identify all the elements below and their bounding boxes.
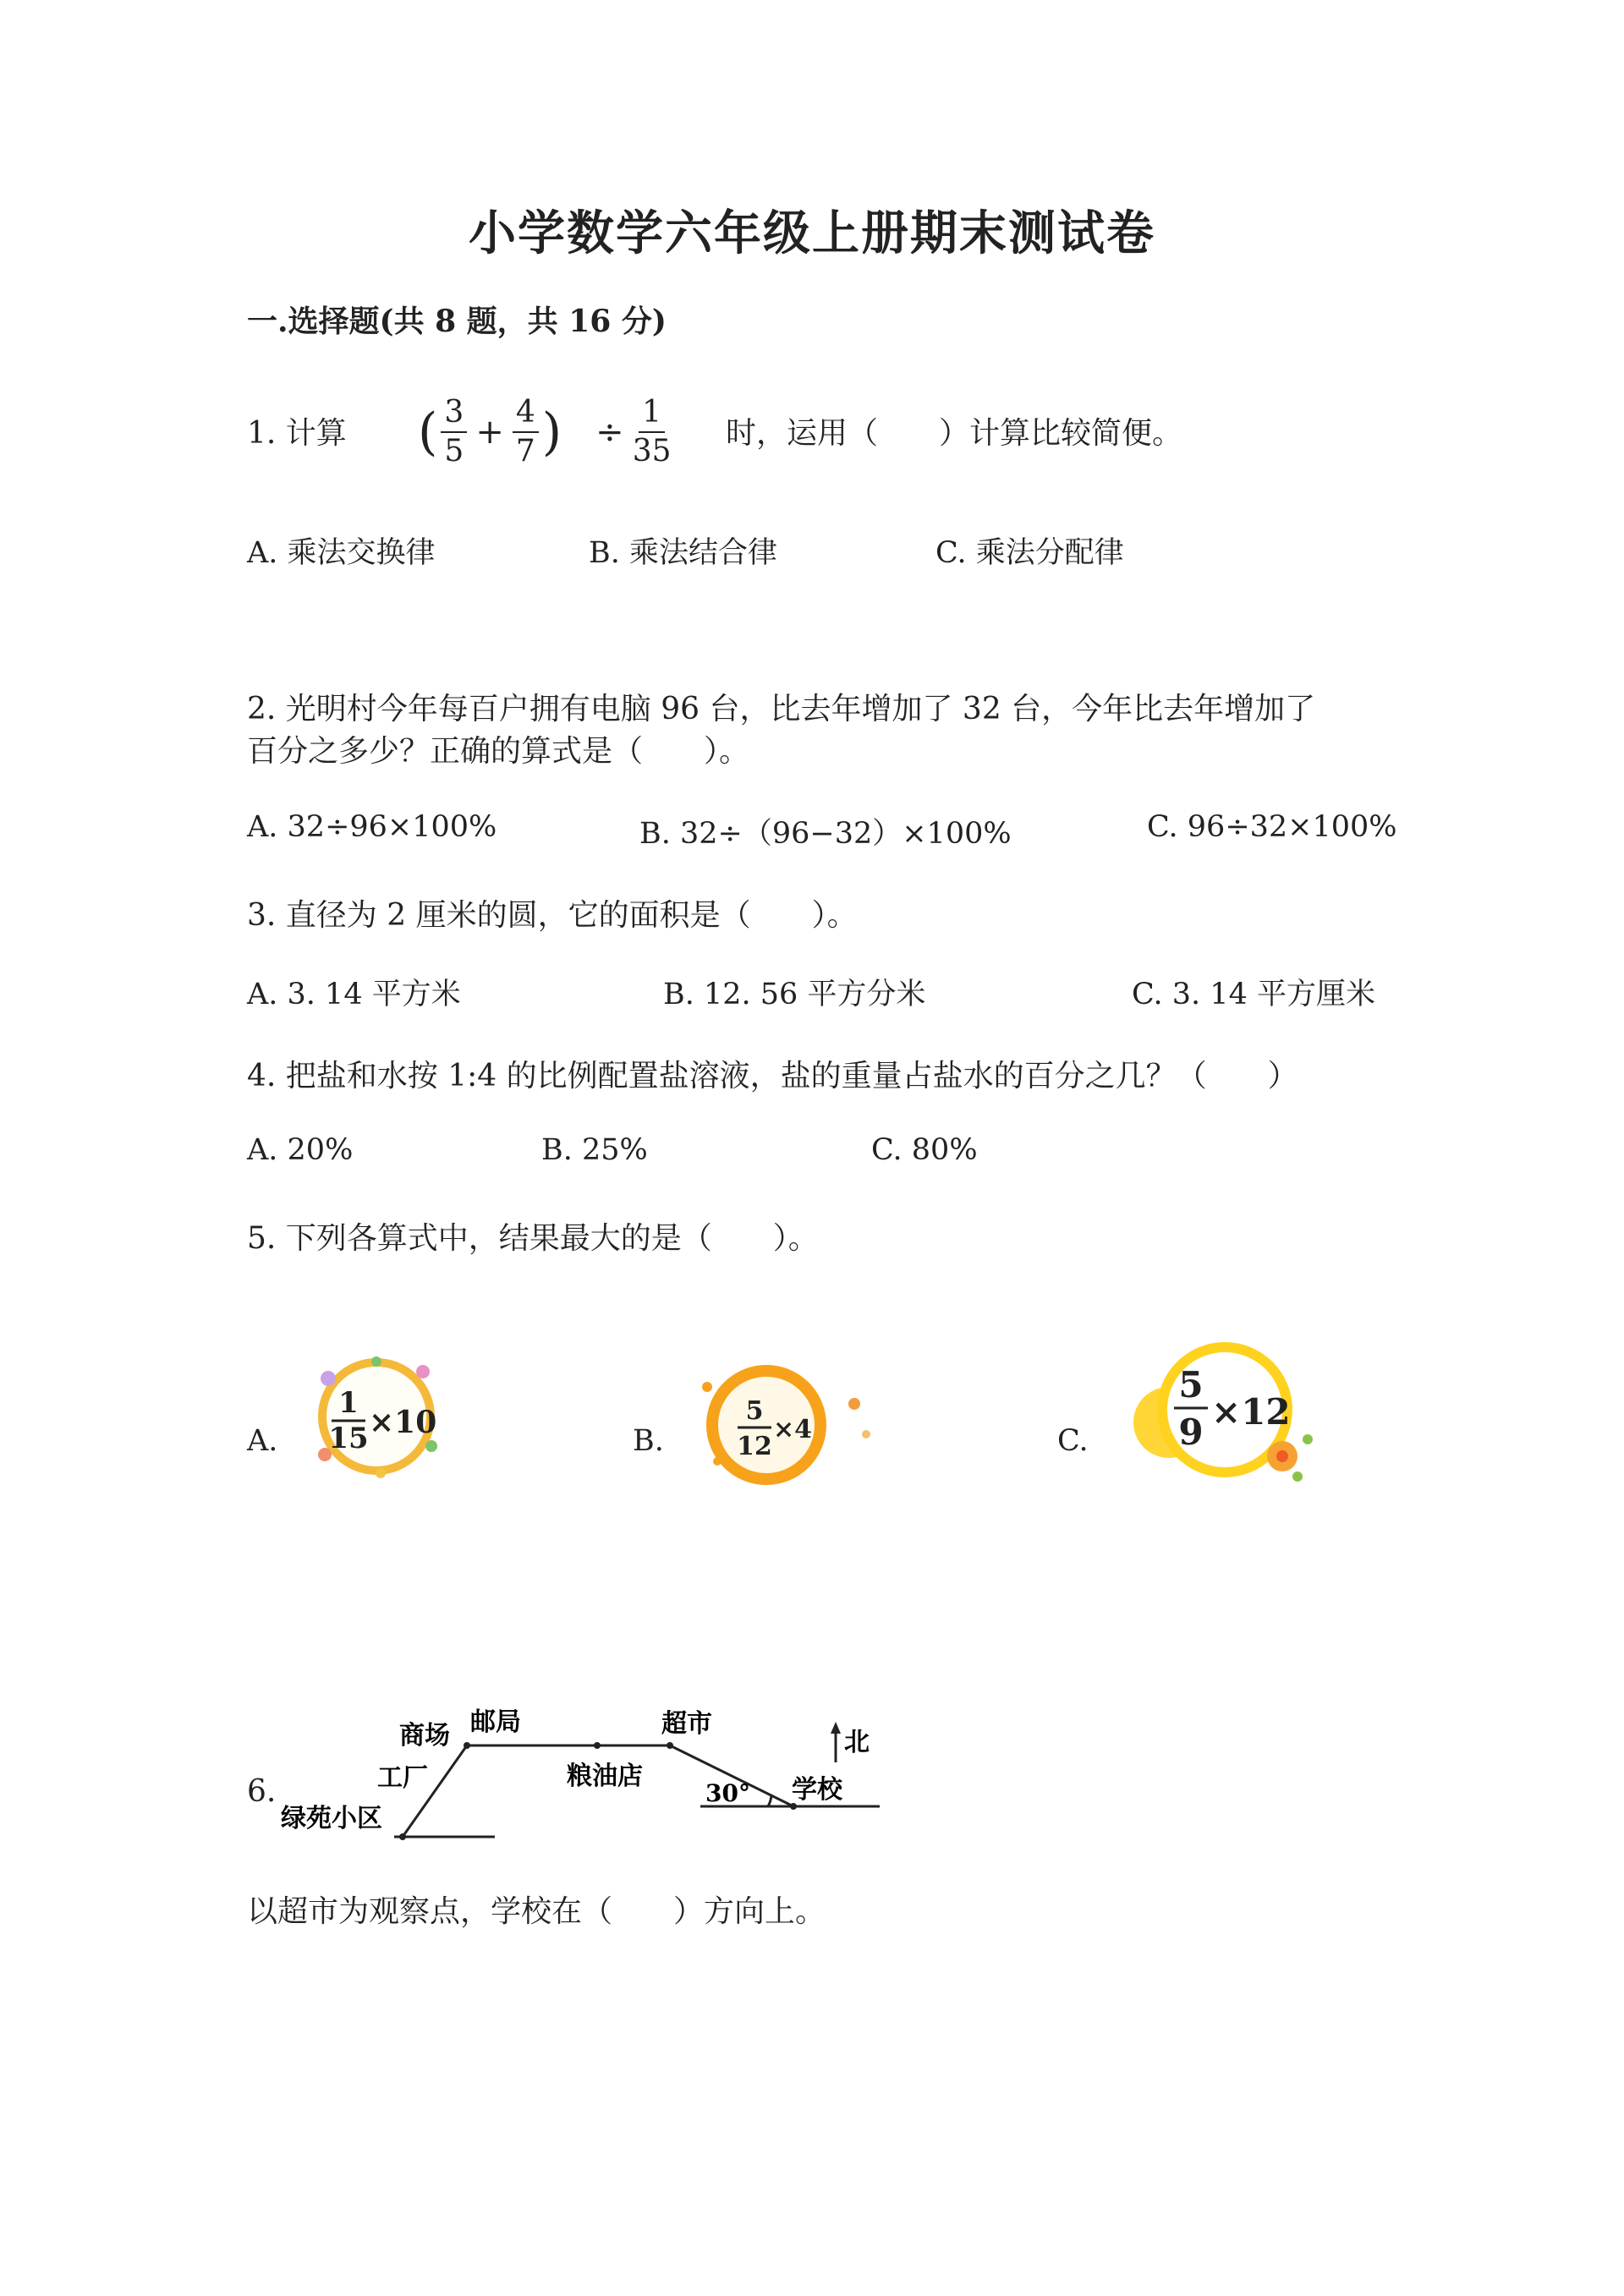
q1-option-c[interactable]: C. 乘法分配律 xyxy=(935,536,1124,570)
angle-arc xyxy=(768,1795,771,1806)
q1-prefix: 1. 计算 xyxy=(247,416,347,451)
q5-option-a-label[interactable]: A. xyxy=(247,1424,278,1458)
q5-option-c-badge[interactable] xyxy=(1116,1329,1336,1490)
q3-option-c[interactable]: C. 3. 14 平方厘米 xyxy=(1132,978,1375,1011)
svg-text:12: 12 xyxy=(737,1432,772,1461)
q2-option-b[interactable]: B. 32÷（96−32）×100% xyxy=(639,817,1012,851)
q1-plus: + xyxy=(475,413,504,452)
q5-option-b-badge[interactable] xyxy=(673,1353,893,1497)
label-factory: 工厂 xyxy=(377,1763,428,1793)
section-heading: 一.选择题(共 8 题，共 16 分) xyxy=(247,304,667,339)
q1-fraction-2: $\frac{4}{7}$ xyxy=(513,397,539,467)
q1-option-a[interactable]: A. 乘法交换律 xyxy=(247,536,436,570)
label-shop: 商场 xyxy=(399,1721,450,1751)
q4-option-b[interactable]: B. 25% xyxy=(541,1133,648,1167)
label-home: 绿苑小区 xyxy=(281,1804,382,1833)
q1-fraction-1: $\frac{3}{5}$ xyxy=(441,397,467,467)
q1-divide: ÷ xyxy=(595,413,624,452)
q4-text: 4. 把盐和水按 1:4 的比例配置盐溶液，盐的重量占盐水的百分之几？（ ） xyxy=(247,1059,1298,1093)
q4-option-c[interactable]: C. 80% xyxy=(871,1133,978,1167)
q1-close-paren: ) xyxy=(541,403,562,462)
svg-text:×12: ×12 xyxy=(1211,1391,1291,1433)
q1-open-paren: ( xyxy=(418,403,438,462)
label-post: 邮局 xyxy=(470,1707,521,1737)
north-arrow-icon xyxy=(831,1722,841,1734)
q2-option-c[interactable]: C. 96÷32×100% xyxy=(1147,810,1397,844)
label-market: 超市 xyxy=(661,1709,712,1739)
svg-text:15: 15 xyxy=(328,1422,369,1455)
label-angle: 30° xyxy=(705,1779,750,1807)
q2-option-a[interactable]: A. 32÷96×100% xyxy=(247,810,497,844)
q5-option-a-badge[interactable] xyxy=(296,1345,457,1488)
page-title: 小学数学六年级上册期末测试卷 xyxy=(469,205,1155,261)
svg-text:×10: ×10 xyxy=(369,1405,437,1440)
label-school: 学校 xyxy=(792,1775,842,1805)
svg-text:5: 5 xyxy=(1178,1364,1204,1406)
q2-text-line2: 百分之多少？正确的算式是（ ）。 xyxy=(247,734,750,769)
q5-option-c-label[interactable]: C. xyxy=(1057,1424,1089,1458)
svg-text:5: 5 xyxy=(745,1396,764,1426)
label-north: 北 xyxy=(844,1728,870,1757)
q1-fraction-3: $\frac{1}{35}$ xyxy=(632,395,672,469)
q5-option-b-label[interactable]: B. xyxy=(633,1424,664,1458)
q6-number: 6. xyxy=(247,1774,277,1809)
q1-suffix: 时，运用（ ）计算比较简便。 xyxy=(726,416,1183,451)
q2-text-line1: 2. 光明村今年每百户拥有电脑 96 台，比去年增加了 32 台，今年比去年增加了 xyxy=(247,692,1316,726)
q3-text: 3. 直径为 2 厘米的圆，它的面积是（ ）。 xyxy=(247,898,858,933)
q1-expression xyxy=(418,397,675,467)
q6-text: 以超市为观察点，学校在（ ）方向上。 xyxy=(247,1894,826,1929)
q6-map-diagram xyxy=(271,1691,897,1864)
svg-text:×4: ×4 xyxy=(773,1415,813,1444)
svg-text:1: 1 xyxy=(338,1386,359,1420)
q3-option-b[interactable]: B. 12. 56 平方分米 xyxy=(663,978,926,1011)
label-grain: 粮油店 xyxy=(567,1762,643,1791)
svg-text:9: 9 xyxy=(1178,1411,1204,1453)
q4-option-a[interactable]: A. 20% xyxy=(247,1133,354,1167)
q5-text: 5. 下列各算式中，结果最大的是（ ）。 xyxy=(247,1221,819,1256)
q3-option-a[interactable]: A. 3. 14 平方米 xyxy=(247,978,461,1011)
q1-option-b[interactable]: B. 乘法结合律 xyxy=(589,536,777,570)
